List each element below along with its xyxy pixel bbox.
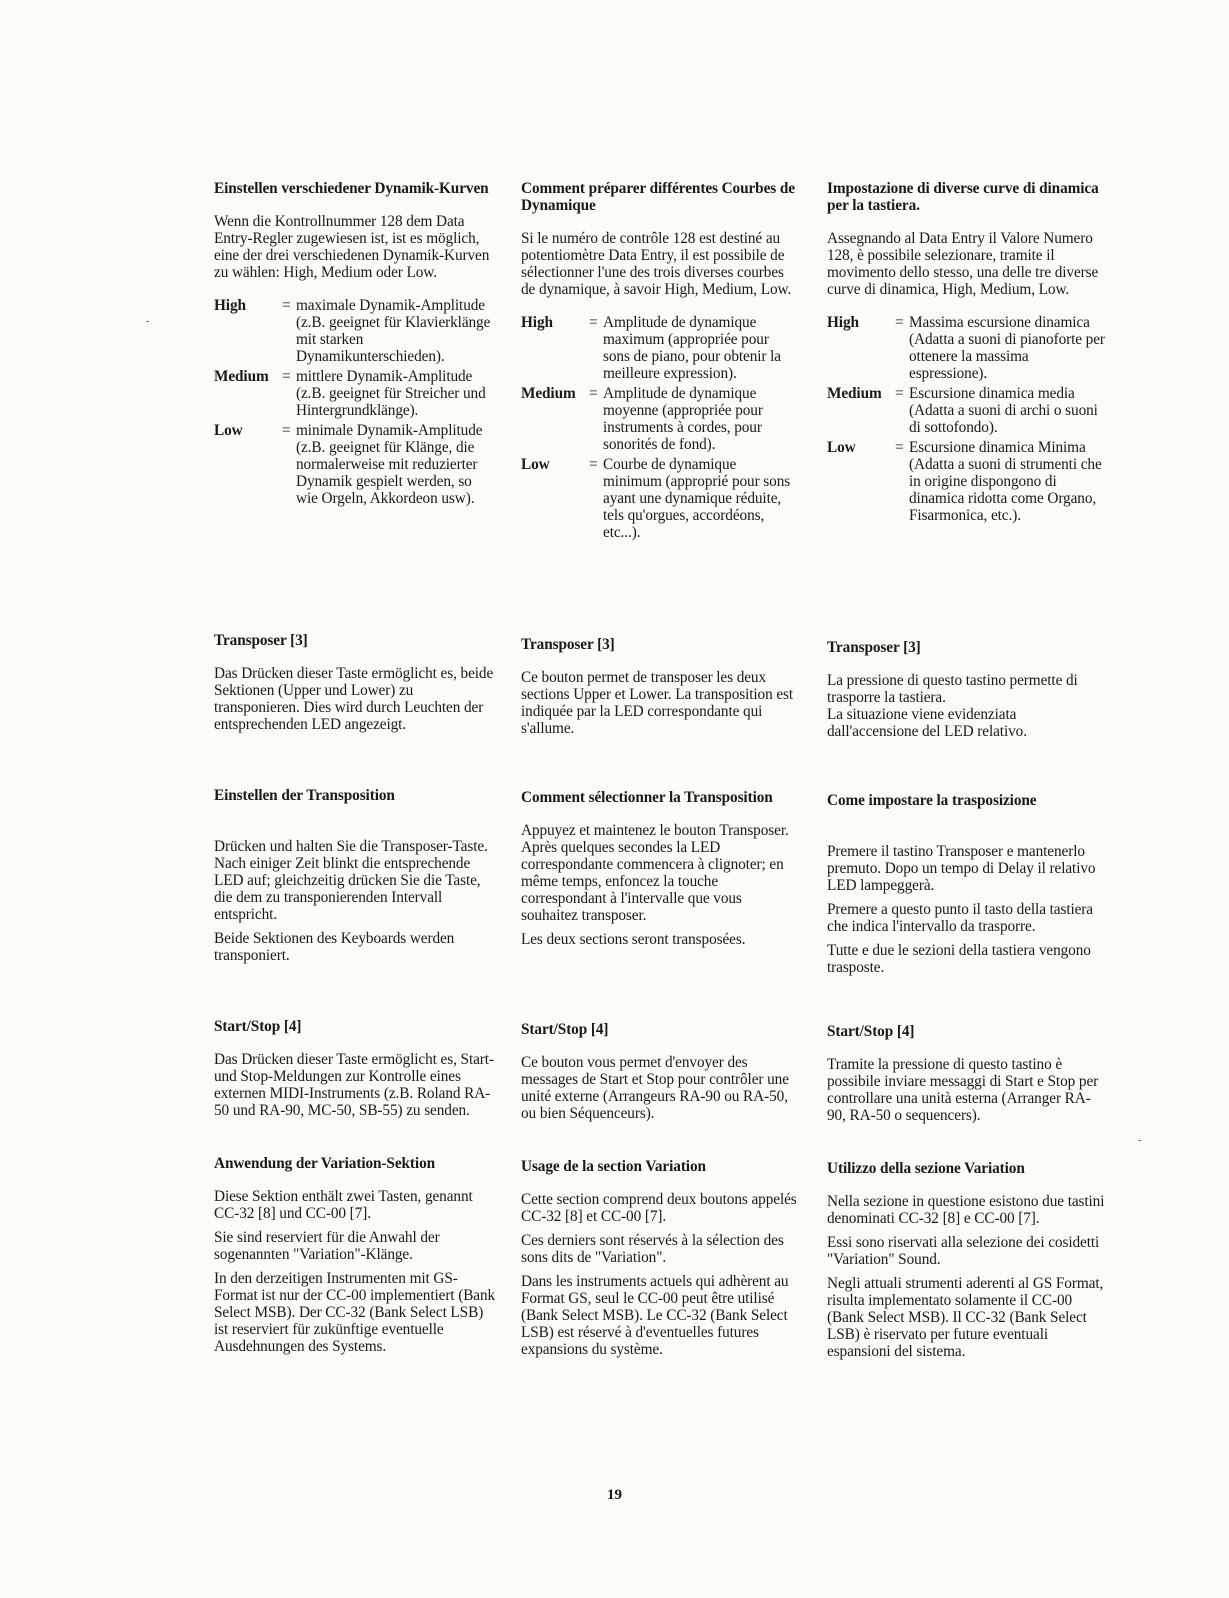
paragraph: In den derzeitigen Instrumenten mit GS-Format ist nur der CC-00 implementiert (Bank Select MSB). Der CC-32 (Bank Select LSB) ist reserviert für zukünftige eventuelle Ausdehnungen des Systems. [214,1270,496,1355]
definition: mittlere Dynamik-Amplitude (z.B. geeignet für Streicher und Hintergrundklänge). [296,368,486,419]
heading: Start/Stop [4] [827,1023,915,1040]
definition: Courbe de dynamique minimum (approprié pour sons ayant une dynamique réduite, tels qu'orgues, accordéons, etc...). [603,456,791,541]
definition-list [827,314,1105,524]
definition: Escursione dinamica Minima (Adatta a suoni di strumenti che in origine dispongono di dinamica ridotta come Organo, Fisarmonica, etc.). [909,439,1102,524]
paragraph: Negli attuali strumenti aderenti al GS Format, risulta implementato solamente il CC-00 (Bank Select MSB). Il CC-32 (Bank Select LSB) è riservato per future eventuali espansioni del sistema. [827,1275,1104,1360]
paragraph: Les deux sections seront transposées. [521,931,746,948]
paragraph: Nella sezione in questione esistono due tastini denominati CC-32 [8] e CC-00 [7]. [827,1193,1105,1227]
term: Medium [214,368,269,385]
section-dynamic-curves-fr [521,180,797,544]
page-number: 19 [607,1487,622,1503]
definition-item: Medium = mittlere Dynamik-Amplitude (z.B. geeignet für Streicher und Hintergrundklänge). [214,368,496,419]
definition: Massima escursione dinamica (Adatta a suoni di pianoforte per ottenere la massima espressione). [909,314,1105,382]
definition-item: Low = Escursione dinamica Minima (Adatta a suoni di strumenti che in origine dispongono di dinamica ridotta come Organo, Fisarmonica, etc.). [827,439,1105,524]
section-dynamic-curves-de [214,180,496,510]
term: Medium [521,385,576,402]
paragraph: La situazione viene evidenziata dall'accensione del LED relativo. [827,706,1027,740]
definition-item: High = Massima escursione dinamica (Adatta a suoni di pianoforte per ottenere la massima espressione). [827,314,1105,382]
term: Low [521,456,550,473]
heading: Transposer [3] [214,632,308,649]
term: Medium [827,385,882,402]
definition: minimale Dynamik-Amplitude (z.B. geeignet für Klänge, die normalerweise mit reduzierter Dynamik gespielt werden, so wie Orgeln, Akkordeon usw). [296,422,483,507]
heading: Comment sélectionner la Transposition [521,789,773,806]
section-dynamic-curves-it [827,180,1105,527]
term: High [827,314,859,331]
definition-item: Medium = Amplitude de dynamique moyenne (appropriée pour instruments à cordes, pour sonorités de fond). [521,385,797,453]
heading: Usage de la section Variation [521,1158,706,1175]
paragraph: Diese Sektion enthält zwei Tasten, genannt CC-32 [8] und CC-00 [7]. [214,1188,473,1222]
heading: Start/Stop [4] [214,1018,302,1035]
heading: Come impostare la trasposizione [827,792,1037,809]
paragraph: Premere il tastino Transposer e mantenerlo premuto. Dopo un tempo di Delay il relativo LED lampeggerà. [827,843,1096,894]
scan-speck [146,321,149,322]
paragraph: Das Drücken dieser Taste ermöglicht es, Start- und Stop-Meldungen zur Kontrolle eines externen MIDI-Instruments (z.B. Roland RA-50 und RA-90, MC-50, SB-55) zu senden. [214,1051,494,1119]
heading: Einstellen der Transposition [214,787,395,804]
paragraph: Dans les instruments actuels qui adhèrent au Format GS, seul le CC-00 peut être utilisé (Bank Select MSB). Le CC-32 (Bank Select LSB) est réservé à d'eventuelles futures expansions du système. [521,1273,789,1358]
term: Low [214,422,243,439]
heading: Impostazione di diverse curve di dinamica per la tastiera. [827,180,1099,214]
paragraph: Si le numéro de contrôle 128 est destiné au potentiomètre Data Entry, il est possibile de sélectionner l'une des trois diverses courbes de dynamique, à savoir High, Medium, Low. [521,230,792,298]
section-transposer-de [214,632,496,740]
section-variation-de [214,1155,496,1362]
section-transposition-it [827,792,1105,983]
heading: Anwendung der Variation-Sektion [214,1155,436,1172]
paragraph: Sie sind reserviert für die Anwahl der sogenannten "Variation"-Klänge. [214,1229,440,1263]
definition-item: High = Amplitude de dynamique maximum (appropriée pour sons de piano, pour obtenir la meilleure expression). [521,314,797,382]
section-transposer-it [827,639,1105,747]
paragraph: Tramite la pressione di questo tastino è possibile inviare messaggi di Start e Stop per controllare una unità esterna (Arranger RA-90, RA-50 o sequencers). [827,1056,1099,1124]
paragraph: Essi sono riservati alla selezione dei cosidetti "Variation" Sound. [827,1234,1100,1268]
section-start-stop-fr [521,1021,797,1129]
paragraph: Ce bouton vous permet d'envoyer des messages de Start et Stop pour contrôler une unité externe (Arrangeurs RA-90 ou RA-50, ou bien Séquenceurs). [521,1054,789,1122]
paragraph: Wenn die Kontrollnummer 128 dem Data Entry-Regler zugewiesen ist, ist es möglich, eine der drei verschiedenen Dynamik-Kurven zu wählen: High, Medium oder Low. [214,213,490,281]
definition-list [521,314,797,541]
paragraph: Beide Sektionen des Keyboards werden transponiert. [214,930,455,964]
section-transposer-fr [521,636,797,744]
heading: Comment préparer différentes Courbes de Dynamique [521,180,795,214]
paragraph: Ces derniers sont réservés à la sélection des sons dits de "Variation". [521,1232,784,1266]
paragraph: Cette section comprend deux boutons appelés CC-32 [8] et CC-00 [7]. [521,1191,797,1225]
section-transposition-fr [521,789,797,955]
definition-item: Medium = Escursione dinamica media (Adatta a suoni di archi o suoni di sottofondo). [827,385,1105,436]
definition-list [214,297,496,507]
paragraph: Assegnando al Data Entry il Valore Numero 128, è possibile selezionare, tramite il movimento dello stesso, una delle tre diverse curve di dinamica, High, Medium, Low. [827,230,1099,298]
heading: Utilizzo della sezione Variation [827,1160,1025,1177]
definition: Amplitude de dynamique maximum (appropriée pour sons de piano, pour obtenir la meilleure expression). [603,314,781,382]
scan-speck [1138,1140,1141,1141]
heading: Einstellen verschiedener Dynamik-Kurven [214,180,489,197]
term: Low [827,439,856,456]
paragraph: Drücken und halten Sie die Transposer-Taste. Nach einiger Zeit blinkt die entsprechende LED auf; gleichzeitig drücken Sie die Taste, die dem zu transponierenden Intervall entspricht. [214,838,488,923]
definition: Escursione dinamica media (Adatta a suoni di archi o suoni di sottofondo). [909,385,1098,436]
paragraph: La pressione di questo tastino permette di trasporre la tastiera. [827,672,1078,706]
paragraph: Das Drücken dieser Taste ermöglicht es, beide Sektionen (Upper und Lower) zu transponieren. Dies wird durch Leuchten der entsprechenden LED angezeigt. [214,665,494,733]
section-start-stop-it [827,1023,1105,1131]
definition: maximale Dynamik-Amplitude (z.B. geeignet für Klavierklänge mit starken Dynamikunterschieden). [296,297,491,365]
definition-item: Low = Courbe de dynamique minimum (approprié pour sons ayant une dynamique réduite, tels qu'orgues, accordéons, etc...). [521,456,797,541]
term: High [521,314,553,331]
definition: Amplitude de dynamique moyenne (appropriée pour instruments à cordes, pour sonorités de fond). [603,385,763,453]
section-variation-fr [521,1158,797,1365]
heading: Start/Stop [4] [521,1021,609,1038]
section-start-stop-de [214,1018,496,1126]
section-variation-it [827,1160,1105,1367]
paragraph: Ce bouton permet de transposer les deux sections Upper et Lower. La transposition est indiquée par la LED correspondante qui s'allume. [521,669,794,737]
section-transposition-de [214,787,496,971]
paragraph: Premere a questo punto il tasto della tastiera che indica l'intervallo da trasporre. [827,901,1093,935]
heading: Transposer [3] [521,636,615,653]
definition-item: High = maximale Dynamik-Amplitude (z.B. geeignet für Klavierklänge mit starken Dynamikunterschieden). [214,297,496,365]
term: High [214,297,246,314]
paragraph: Appuyez et maintenez le bouton Transposer. Après quelques secondes la LED correspondante commencera à clignoter; en même temps, enfoncez la touche correspondant à l'intervalle que vous souhaitez transposer. [521,822,789,924]
paragraph: Tutte e due le sezioni della tastiera vengono trasposte. [827,942,1091,976]
heading: Transposer [3] [827,639,921,656]
definition-item: Low = minimale Dynamik-Amplitude (z.B. geeignet für Klänge, die normalerweise mit reduzierter Dynamik gespielt werden, so wie Orgeln, Akkordeon usw). [214,422,496,507]
